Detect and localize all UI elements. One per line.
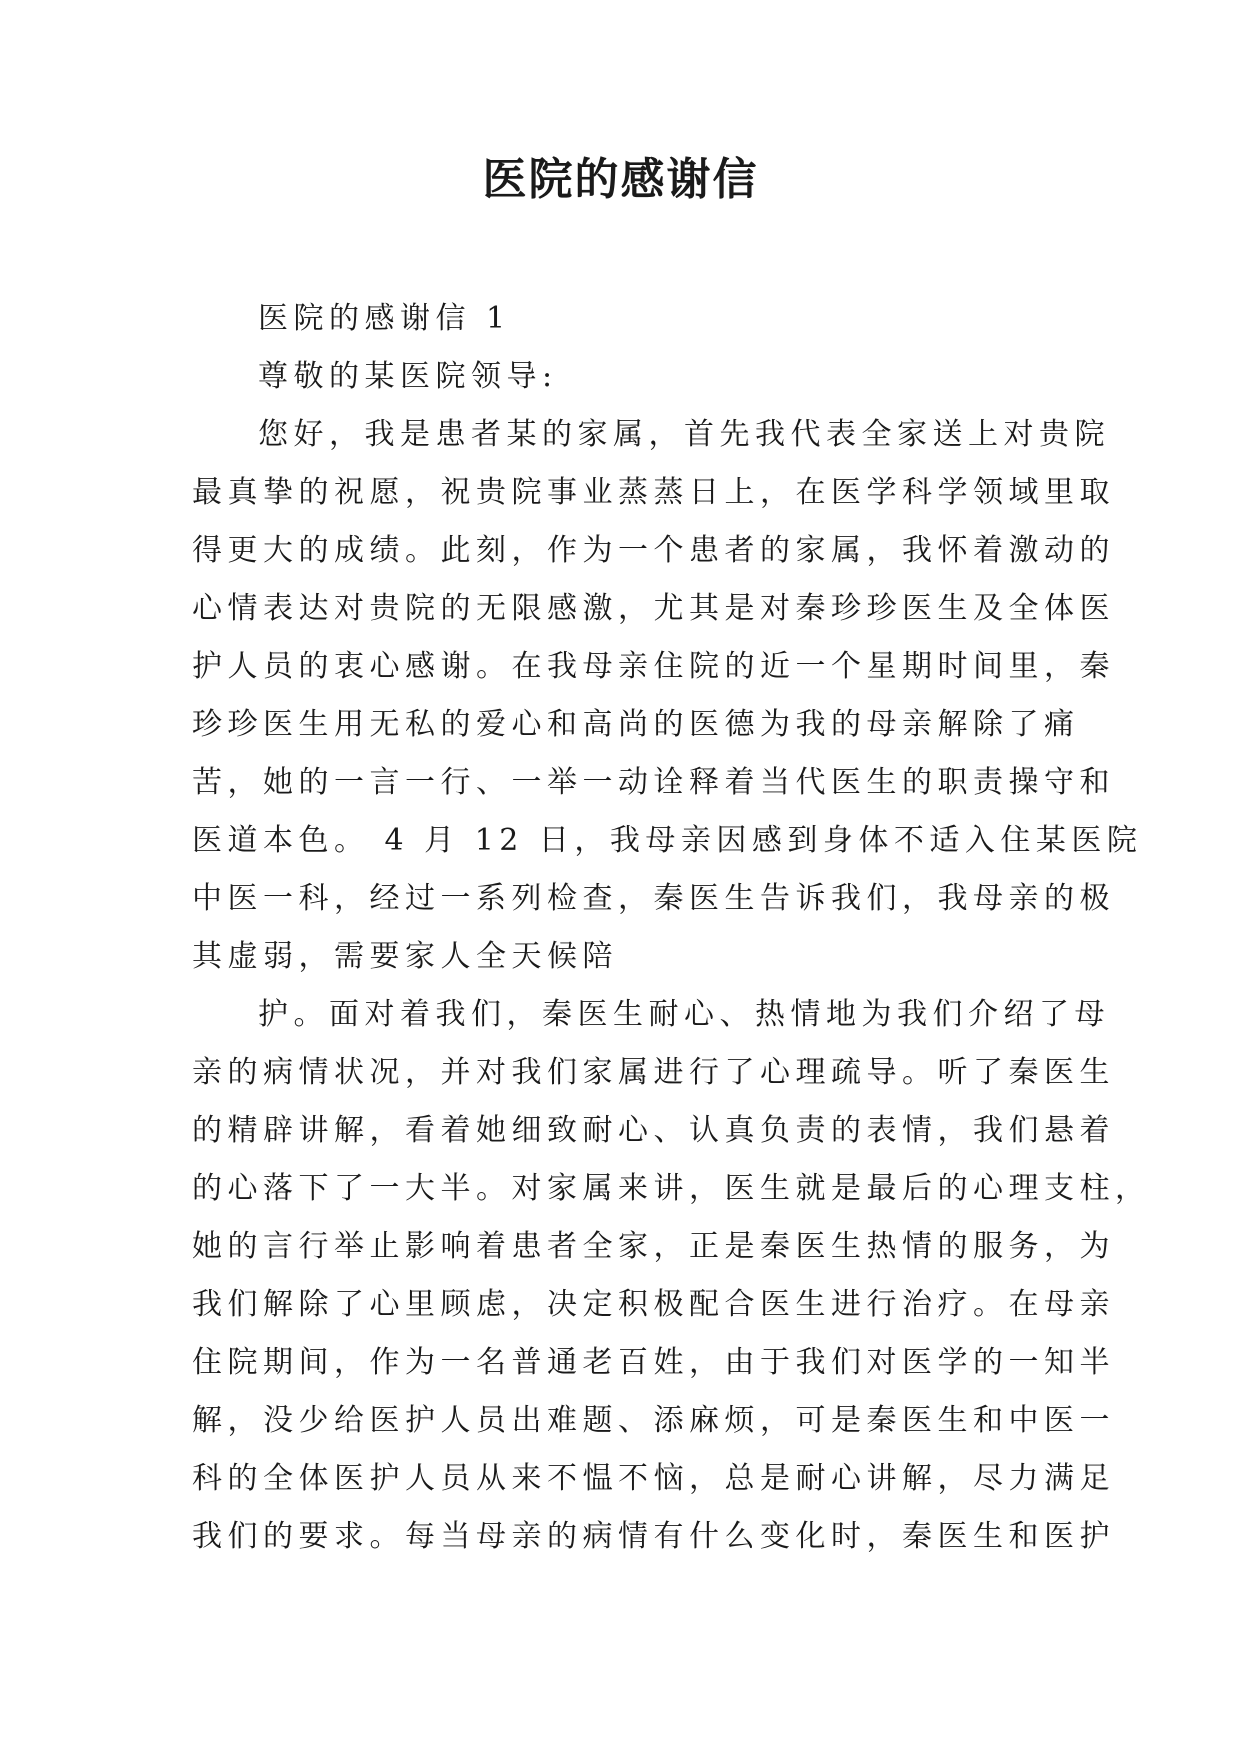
text-line: 我们解除了心里顾虑，决定积极配合医生进行治疗。在母亲 xyxy=(192,1287,1115,1322)
text-line: 珍珍医生用无私的爱心和高尚的医德为我的母亲解除了痛 xyxy=(192,707,1080,742)
text-line: 其虚弱，需要家人全天候陪 xyxy=(192,939,618,974)
letter-body xyxy=(192,290,1151,1566)
text-line: 中医一科，经过一系列检查，秦医生告诉我们，我母亲的极 xyxy=(192,881,1115,916)
text-line: 苦，她的一言一行、一举一动诠释着当代医生的职责操守和 xyxy=(192,765,1115,800)
text-line: 得更大的成绩。此刻，作为一个患者的家属，我怀着激动的 xyxy=(192,533,1115,568)
text-line: 解，没少给医护人员出难题、添麻烦，可是秦医生和中医一 xyxy=(192,1403,1115,1438)
text-line: 她的言行举止影响着患者全家，正是秦医生热情的服务，为 xyxy=(192,1229,1115,1264)
text-line: 护人员的衷心感谢。在我母亲住院的近一个星期时间里，秦 xyxy=(192,649,1115,684)
text-line: 您好，我是患者某的家属，首先我代表全家送上对贵院 xyxy=(258,417,1110,452)
text-line: 医院的感谢信 1 xyxy=(258,301,511,336)
text-line: 科的全体医护人员从来不愠不恼，总是耐心讲解，尽力满足 xyxy=(192,1461,1115,1496)
text-line: 尊敬的某医院领导: xyxy=(258,359,558,394)
document-title: 医院的感谢信 xyxy=(482,154,759,205)
text-line: 护。面对着我们，秦医生耐心、热情地为我们介绍了母 xyxy=(258,997,1110,1032)
text-line: 心情表达对贵院的无限感激，尤其是对秦珍珍医生及全体医 xyxy=(192,591,1115,626)
text-line: 医道本色。 4 月 12 日，我母亲因感到身体不适入住某医院 xyxy=(192,823,1143,858)
text-line: 亲的病情状况，并对我们家属进行了心理疏导。听了秦医生 xyxy=(192,1055,1115,1090)
text-line: 的心落下了一大半。对家属来讲，医生就是最后的心理支柱， xyxy=(192,1171,1151,1206)
text-line: 我们的要求。每当母亲的病情有什么变化时，秦医生和医护 xyxy=(192,1519,1115,1554)
text-line: 最真挚的祝愿，祝贵院事业蒸蒸日上，在医学科学领域里取 xyxy=(192,475,1115,510)
text-line: 住院期间，作为一名普通老百姓，由于我们对医学的一知半 xyxy=(192,1345,1115,1380)
text-line: 的精辟讲解，看着她细致耐心、认真负责的表情，我们悬着 xyxy=(192,1113,1115,1148)
